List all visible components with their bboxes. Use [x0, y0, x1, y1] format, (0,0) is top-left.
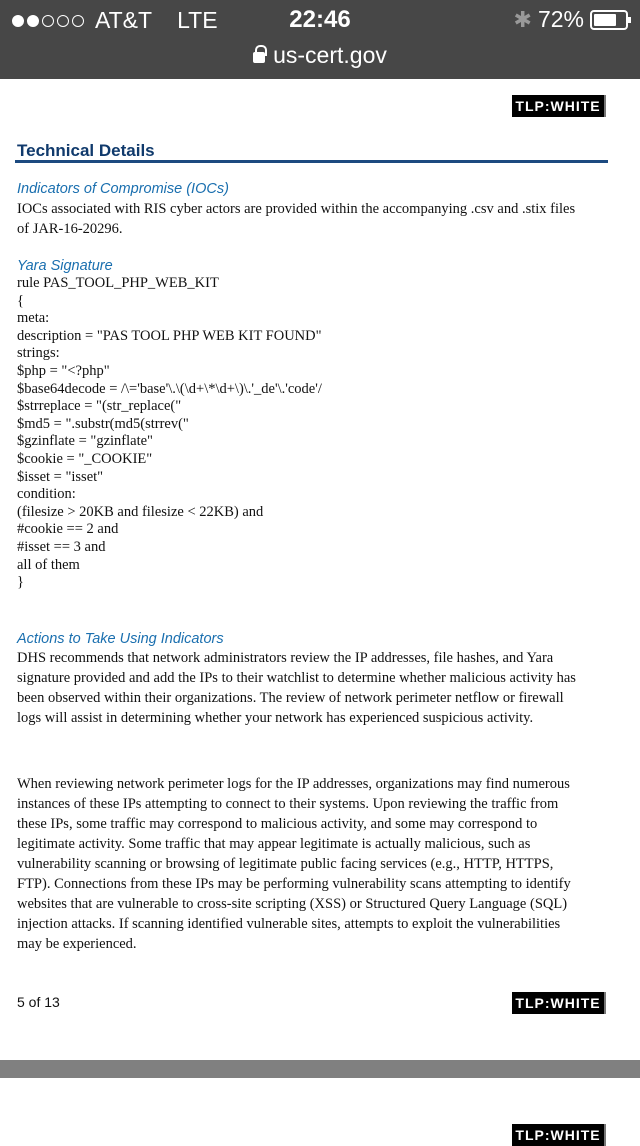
text-line: instances of these IPs attempting to connect to their systems. Upon reviewing the traffic from	[17, 796, 559, 812]
lock-icon	[253, 52, 265, 63]
text-line: $cookie = "_COOKIE"	[17, 450, 153, 467]
address-bar[interactable]	[0, 42, 640, 69]
text-line: $md5 = ".substr(md5(strrev("	[17, 415, 189, 432]
text-line: {	[17, 292, 24, 309]
text-line: $php = "<?php"	[17, 362, 110, 379]
text-line: When reviewing network perimeter logs for the IP addresses, organizations may find numerous	[17, 776, 570, 792]
actions-text	[17, 648, 576, 728]
text-line: FTP). Connections from these IPs may be performing vulnerability scans attempting to identify	[17, 876, 571, 892]
page-indicator: 5 of 13	[17, 994, 60, 1010]
text-line: injection attacks. If scanning identified vulnerable sites, attempts to exploit the vulnerabilities	[17, 916, 561, 932]
text-line: $isset = "isset"	[17, 468, 104, 485]
text-line: #cookie == 2 and	[17, 521, 119, 538]
tlp-badge-next-page: TLP:WHITE	[512, 1124, 606, 1146]
section-title: Technical Details	[17, 141, 155, 160]
text-line: $strreplace = "(str_replace("	[17, 398, 182, 415]
text-line: may be experienced.	[17, 936, 137, 952]
page-separator	[0, 1060, 640, 1078]
iocs-text	[17, 199, 575, 239]
text-line: rule PAS_TOOL_PHP_WEB_KIT	[17, 275, 219, 291]
battery-icon	[590, 10, 628, 30]
network-type: LTE	[177, 7, 218, 33]
text-line: been observed within their organizations. The review of network perimeter netflow or firewall	[17, 690, 564, 706]
text-line: legitimate activity. Some traffic that may appear legitimate is actually malicious, such as	[17, 836, 531, 852]
clock: 22:46	[289, 6, 351, 33]
text-line: logs will assist in determining whether your network has experienced suspicious activity.	[17, 710, 534, 726]
carrier: AT&T	[95, 7, 153, 33]
tlp-badge-footer: TLP:WHITE	[512, 992, 606, 1014]
divider	[15, 160, 608, 163]
text-line: $base64decode = /\='base'\.\(\d+\*\d+\)\.'_de'\.'code'/	[17, 380, 322, 397]
text-line: signature provided and add the IPs to their watchlist to determine whether malicious activity has	[17, 670, 576, 686]
text-line: DHS recommends that network administrators review the IP addresses, file hashes, and Yara	[17, 650, 554, 666]
text-line: of JAR-16-20296.	[17, 221, 123, 237]
yara-heading: Yara Signature	[17, 258, 113, 274]
text-line: meta:	[17, 310, 50, 327]
text-line: these IPs, some traffic may correspond to malicious activity, and some may correspond to	[17, 816, 538, 832]
status-bar	[0, 0, 640, 79]
review-text	[17, 774, 571, 954]
battery-percent: 72%	[537, 6, 584, 32]
actions-heading: Actions to Take Using Indicators	[17, 631, 224, 647]
text-line: $gzinflate = "gzinflate"	[17, 433, 153, 450]
bluetooth-icon: ✱	[513, 6, 532, 32]
yara-code	[17, 275, 322, 592]
text-line: (filesize > 20KB and filesize < 22KB) and	[17, 503, 264, 520]
tlp-badge: TLP:WHITE	[512, 95, 606, 117]
text-line: strings:	[17, 345, 60, 362]
text-line: IOCs associated with RIS cyber actors are provided within the accompanying .csv and .stix files	[17, 201, 576, 217]
text-line: }	[17, 574, 24, 591]
text-line: websites that are vulnerable to cross-site scripting (XSS) or Structured Query Language (SQL)	[17, 896, 568, 912]
text-line: #isset == 3 and	[17, 538, 106, 555]
text-line: description = "PAS TOOL PHP WEB KIT FOUND"	[17, 327, 322, 344]
text-line: all of them	[17, 556, 80, 573]
url-text: us-cert.gov	[273, 42, 387, 68]
iocs-heading: Indicators of Compromise (IOCs)	[17, 181, 229, 197]
text-line: vulnerability scanning or browsing of legitimate public facing services (e.g., HTTP, HTTPS,	[17, 856, 554, 872]
text-line: condition:	[17, 486, 76, 503]
